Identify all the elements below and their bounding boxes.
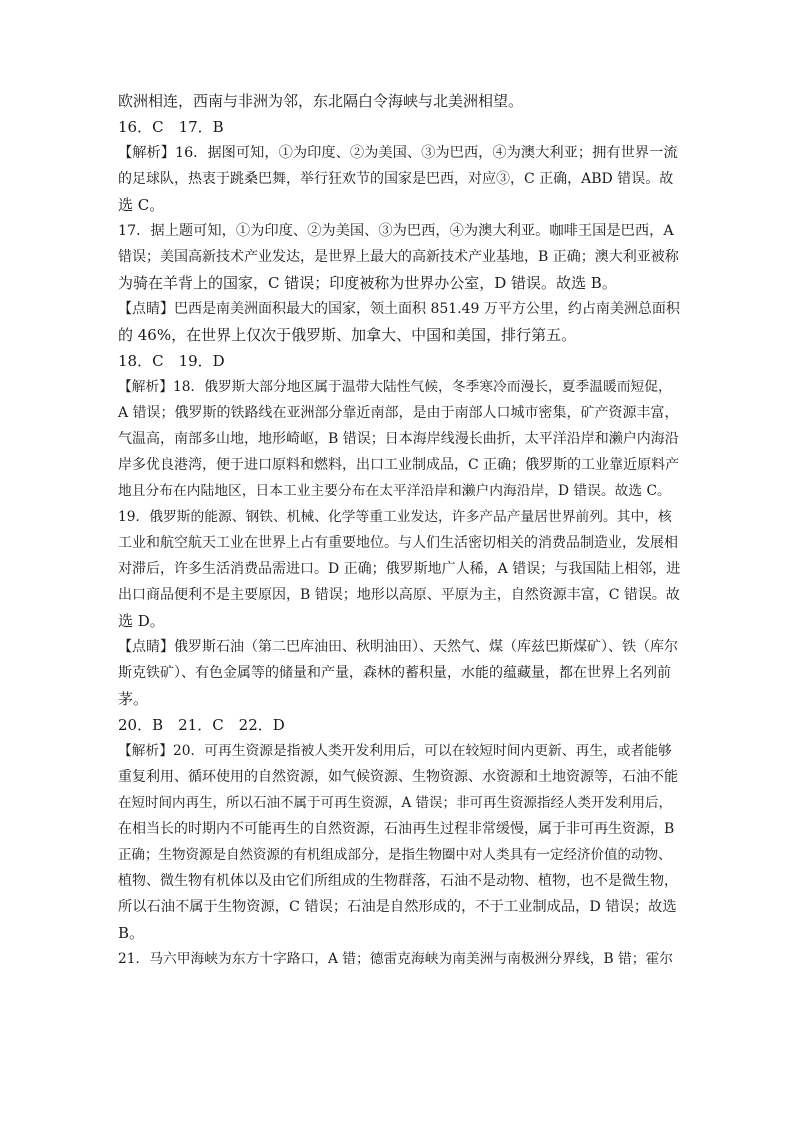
analysis-line: 【解析】18．俄罗斯大部分地区属于温带大陆性气候，冬季寒冷而漫长，夏季温暖而短促， bbox=[118, 379, 672, 395]
text-line: 重复利用、循环使用的自然资源，如气候资源、生物资源、水资源和土地资源等，石油不能 bbox=[118, 769, 678, 785]
answer-line: 18．C 19．D bbox=[118, 352, 225, 370]
text-line: 的 46%，在世界上仅次于俄罗斯、加拿大、中国和美国，排行第五。 bbox=[118, 326, 577, 344]
text-line: 在相当长的时期内不可能再生的自然资源，石油再生过程非常缓慢，属于非可再生资源，B bbox=[118, 821, 675, 837]
text-line: 21．马六甲海峡为东方十字路口，A 错；德雷克海峡为南美洲与南极洲分界线，B 错；霍尔 bbox=[118, 951, 674, 967]
text-line: 斯克铁矿）、有色金属等的储量和产量，森林的蓄积量，水能的蕴藏量，都在世界上名列前 bbox=[118, 665, 671, 681]
text-line: 错误；美国高新技术产业发达，是世界上最大的高新技术产业基地，B 正确；澳大利亚被称 bbox=[118, 249, 679, 265]
text-line: 欧洲相连，西南与非洲为邻，东北隔白令海峡与北美洲相望。 bbox=[118, 92, 524, 110]
text-line: 在短时间内再生，所以石油不属于可再生资源，A 错误；非可再生资源指经人类开发利用后， bbox=[118, 795, 673, 811]
note-line: 【点睛】俄罗斯石油（第二巴库油田、秋明油田）、天然气、煤（库兹巴斯煤矿）、铁（库尔 bbox=[118, 639, 678, 655]
text-line: 出口商品便利不是主要原因，B 错误；地形以高原、平原为主，自然资源丰富，C 错误。故 bbox=[118, 587, 680, 603]
text-line: 气温高，南部多山地，地形崎岖，B 错误；日本海岸线漫长曲折，太平洋沿岸和濑户内海沿 bbox=[118, 431, 679, 447]
analysis-line: 【解析】20．可再生资源是指被人类开发利用后，可以在较短时间内更新、再生，或者能够 bbox=[118, 743, 672, 759]
answer-line: 16．C 17．B bbox=[118, 118, 224, 136]
text-line: 茅。 bbox=[118, 690, 149, 708]
text-line: 所以石油不属于生物资源，C 错误；石油是自然形成的，不于工业制成品，D 错误；故选 bbox=[118, 899, 677, 915]
text-line: 岸多优良港湾，便于进口原料和燃料，出口工业制成品，C 正确；俄罗斯的工业靠近原料产 bbox=[118, 457, 680, 473]
document-page bbox=[118, 88, 680, 972]
text-line: 正确；生物资源是自然资源的有机组成部分，是指生物圈中对人类具有一定经济价值的动物、 bbox=[118, 847, 672, 863]
analysis-line: 【解析】16．据图可知，①为印度、②为美国、③为巴西，④为澳大利亚；拥有世界一流 bbox=[118, 145, 678, 161]
text-line: 19．俄罗斯的能源、钢铁、机械、化学等重工业发达，许多产品产量居世界前列。其中，核 bbox=[118, 509, 672, 525]
text-line: 为骑在羊背上的国家，C 错误；印度被称为世界办公室，D 错误。故选 B。 bbox=[118, 274, 617, 292]
text-line: A 错误；俄罗斯的铁路线在亚洲部分靠近南部，是由于南部人口城市密集，矿产资源丰富， bbox=[118, 405, 679, 421]
text-line: 对滞后，许多生活消费品需进口。D 正确；俄罗斯地广人稀，A 错误；与我国陆上相邻，进 bbox=[118, 561, 681, 577]
text-line: 的足球队，热衷于跳桑巴舞，举行狂欢节的国家是巴西，对应③，C 正确，ABD 错误。故 bbox=[118, 171, 674, 187]
text-line: 植物、微生物有机体以及由它们所组成的生物群落，石油不是动物、植物，也不是微生物， bbox=[118, 873, 678, 889]
note-line: 【点睛】巴西是南美洲面积最大的国家，领土面积 851.49 万平方公里，约占南美洲总面积 bbox=[118, 301, 680, 317]
text-line: 选 D。 bbox=[118, 612, 165, 630]
text-line: 17．据上题可知，①为印度、②为美国、③为巴西，④为澳大利亚。咖啡王国是巴西，A bbox=[118, 223, 674, 239]
text-line: B。 bbox=[118, 924, 145, 942]
text-line: 地且分布在内陆地区，日本工业主要分布在太平洋沿岸和濑户内海沿岸，D 错误。故选 C。 bbox=[118, 483, 671, 499]
text-line: 工业和航空航天工业在世界上占有重要地位。与人们生活密切相关的消费品制造业，发展相 bbox=[118, 535, 678, 551]
text-line: 选 C。 bbox=[118, 196, 165, 214]
answer-line: 20．B 21．C 22．D bbox=[118, 716, 285, 734]
